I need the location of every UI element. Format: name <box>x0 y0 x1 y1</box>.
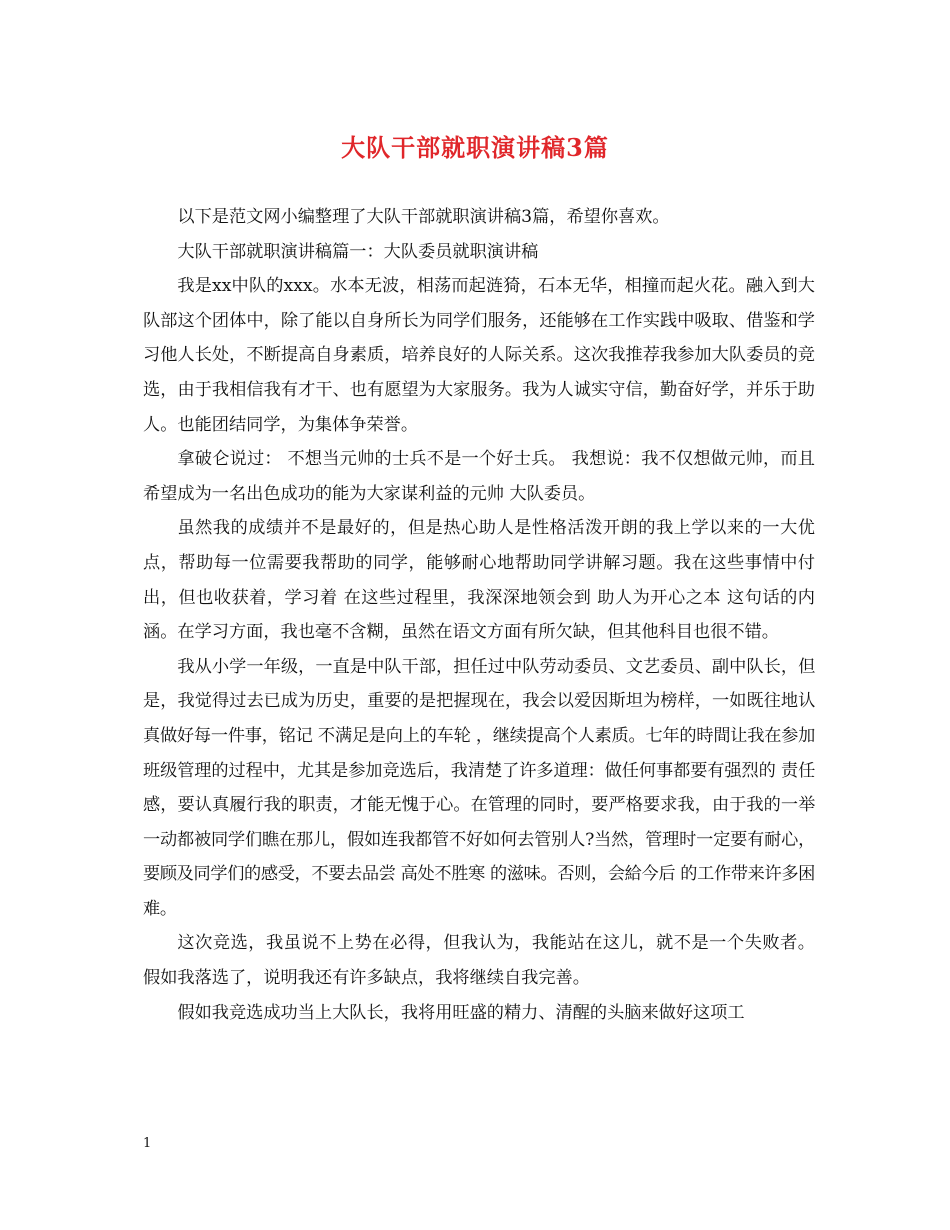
paragraph-intro: 以下是范文网小编整理了大队干部就职演讲稿3篇，希望你喜欢。 <box>177 207 670 227</box>
paragraph-self-introduction: 我是xx中队的xxx。水本无波，相荡而起涟猗，石本无华，相撞而起火花。融入到大队部这个团体中，除了能以自身所长为同学们服务，还能够在工作实践中吸取、借鉴和学习他人长处，不断提高自身素质，培养良好的人际关系。这次我推荐我参加大队委员的竞选，由于我相信我有才干、也有愿望为大家服务。我为人诚实守信，勤奋好学，并乐于助人。也能团结同学，为集体争荣誉。 <box>143 276 815 435</box>
paragraph-helping-others: 虽然我的成绩并不是最好的，但是热心助人是性格活泼开朗的我上学以来的一大优点，帮助每一位需要我帮助的同学，能够耐心地帮助同学讲解习题。我在这些事情中付出，但也收获着，学习着 在这些过程里，我深深地领会到 助人为开心之本 这句话的内涵。在学习方面，我也毫不含糊，虽然在语文方面有所欠缺，但其他科目也很不错。 <box>143 518 815 643</box>
page-number: 1 <box>143 1136 152 1151</box>
paragraph-competition: 这次竞选，我虽说不上势在必得，但我认为，我能站在这儿，就不是一个失败者。 假如我落选了，说明我还有许多缺点，我将继续自我完善。 <box>143 933 815 989</box>
document-title: 大队干部就职演讲稿3篇 <box>341 133 609 162</box>
paragraph-if-elected: 假如我竞选成功当上大队长，我将用旺盛的精力、清醒的头脑来做好这项工 <box>177 1002 745 1023</box>
paragraph-experience: 我从小学一年级，一直是中队干部，担任过中队劳动委员、文艺委员、副中队长，但是，我觉得过去已成为历史，重要的是把握现在，我会以爱因斯坦为榜样，一如既往地认真做好每一件事，铭记 不满足是向上的车轮 ，继续提高个人素质。七年的時間让我在参加班级管理的过程中，尤其是参加竞选后，我清楚了许多道理：做任何事都要有强烈的 责任感，要认真履行我的职责，才能无愧于心。在管理的同时，要严格要求我，由于我的一举一动都被同学们瞧在那儿，假如连我都管不好如何去管别人?当然，管理时一定要有耐心，要顾及同学们的感受，不要去品尝 高处不胜寒 的滋味。否则，会給今后 的工作带来许多困难。 <box>143 656 816 919</box>
paragraph-section-heading: 大队干部就职演讲稿篇一：大队委员就职演讲稿 <box>177 241 539 262</box>
paragraph-napoleon-quote: 拿破仑说过： 不想当元帅的士兵不是一个好士兵。 我想说：我不仅想做元帅，而且希望成为一名出色成功的能为大家谋利益的元帅 大队委员。 <box>143 449 815 504</box>
document-body <box>143 200 815 1030</box>
